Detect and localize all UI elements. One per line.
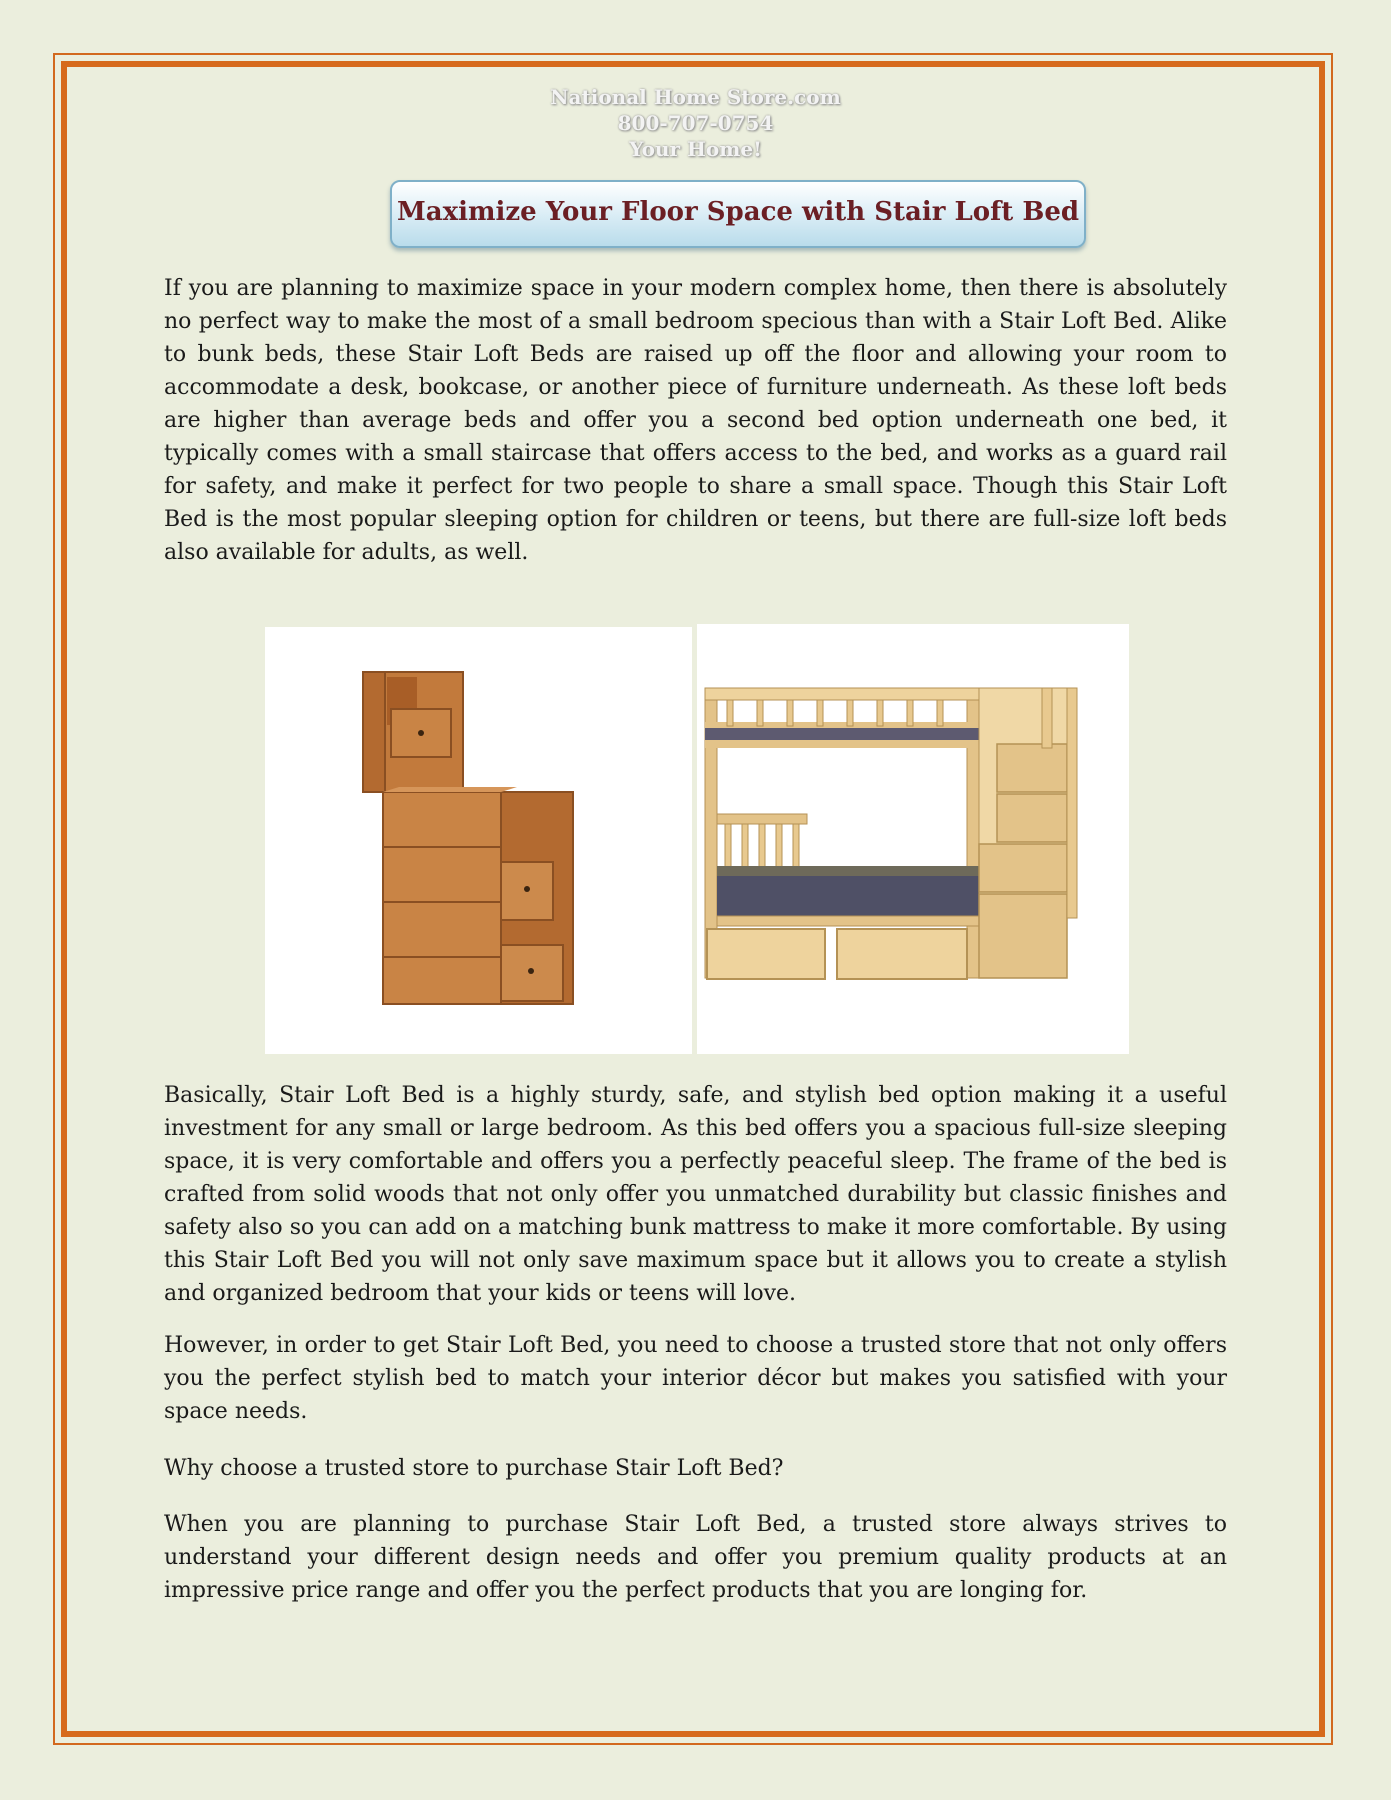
- store-phone: 800-707-0754: [617, 111, 774, 135]
- title-box: [390, 180, 1086, 248]
- store-name: National Home Store.com: [550, 85, 841, 109]
- bunk-bed-image: [697, 624, 1129, 1054]
- paragraph-store: However, in order to get Stair Loft Bed, you need to choose a trusted store that not only offers you the perfect stylish bed to match your interior décor but makes you satisfied with your space needs.: [164, 1333, 1227, 1424]
- stair-chest-image: [265, 627, 692, 1054]
- store-tagline: Your Home!: [629, 137, 762, 161]
- page-title: Maximize Your Floor Space with Stair Loft Bed: [396, 197, 1080, 227]
- paragraph-question: Why choose a trusted store to purchase Stair Loft Bed?: [164, 1456, 784, 1481]
- paragraph-answer: When you are planning to purchase Stair Loft Bed, a trusted store always strives to understand your different design needs and offer you premium quality products at an impressive price range and offer you the perfect products that you are longing for.: [164, 1512, 1227, 1603]
- paragraph-benefits: Basically, Stair Loft Bed is a highly sturdy, safe, and stylish bed option making it a useful investment for any small or large bedroom. As this bed offers you a spacious full-size sleeping space, it is very comfortable and offers you a perfectly peaceful sleep. The frame of the bed is crafted from solid woods that not only offer you unmatched durability but classic finishes and safety also so you can add on a matching bunk mattress to make it more comfortable. By using this Stair Loft Bed you will not only save maximum space but it allows you to create a stylish and organized bedroom that your kids or teens will love.: [164, 1083, 1227, 1306]
- paragraph-intro: If you are planning to maximize space in your modern complex home, then there is absolutely no perfect way to make the most of a small bedroom specious than with a Stair Loft Bed. Alike to bunk beds, these Stair Loft Beds are raised up off the floor and allowing your room to accommodate a desk, bookcase, or another piece of furniture underneath. As these loft beds are higher than average beds and offer you a second bed option underneath one bed, it typically comes with a small staircase that offers access to the bed, and works as a guard rail for safety, and make it perfect for two people to share a small space. Though this Stair Loft Bed is the most popular sleeping option for children or teens, but there are full-size loft beds also available for adults, as well.: [164, 276, 1227, 565]
- store-header: [0, 84, 1391, 162]
